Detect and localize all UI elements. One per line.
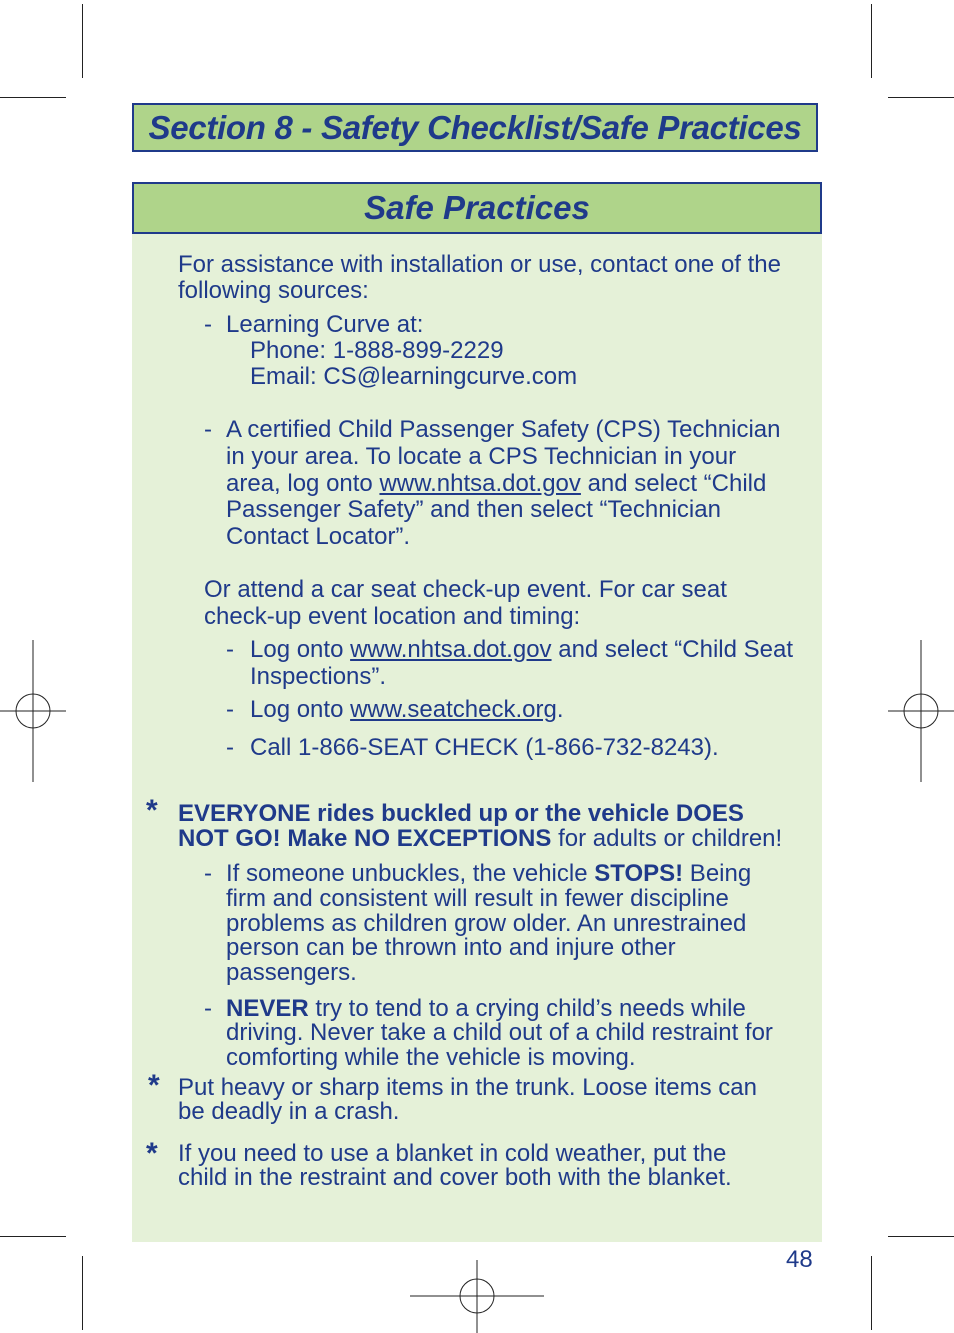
subsection-title-box: [132, 182, 822, 234]
bullet-star: *: [148, 1069, 160, 1102]
crop-mark: [871, 4, 872, 78]
buckle-bold: NEVER: [226, 995, 309, 1022]
checkup-item: [250, 697, 564, 724]
crop-mark: [871, 1256, 872, 1330]
list-dash: -: [204, 311, 212, 338]
buckle-sub-line: [226, 861, 751, 888]
trunk-line: Put heavy or sharp items in the trunk. Loose items can: [178, 1074, 757, 1101]
buckle-bold: STOPS!: [594, 860, 684, 887]
buckle-text: try to tend to a crying child’s needs while: [308, 995, 746, 1022]
list-dash: -: [204, 995, 212, 1022]
checkup-line: check-up event location and timing:: [204, 603, 581, 630]
checkup-item: Call 1-866-SEAT CHECK (1-866-732-8243).: [250, 734, 719, 761]
intro-line: For assistance with installation or use, contact one of the: [178, 251, 781, 278]
crop-mark: [82, 1256, 83, 1330]
blanket-line: If you need to use a blanket in cold weather, put the: [178, 1140, 727, 1167]
section-title: Section 8 - Safety Checklist/Safe Practices: [148, 108, 802, 146]
buckle-sub-line: firm and consistent will result in fewer discipline: [226, 885, 729, 912]
cps-text: area, log onto: [226, 470, 380, 497]
blanket-line: child in the restraint and cover both with the blanket.: [178, 1164, 732, 1191]
cps-line: in your area. To locate a CPS Technician in your: [226, 443, 737, 470]
buckle-sub-line: problems as children grow older. An unrestrained: [226, 910, 747, 937]
list-dash: -: [204, 860, 212, 887]
cps-line: A certified Child Passenger Safety (CPS) Technician: [226, 416, 781, 443]
crop-mark: [0, 1236, 66, 1237]
registration-mark-icon: [886, 640, 954, 782]
list-dash: -: [226, 636, 234, 663]
buckle-bold: NOT GO! Make NO EXCEPTIONS: [178, 825, 552, 852]
cps-line: Contact Locator”.: [226, 523, 411, 550]
trunk-line: be deadly in a crash.: [178, 1098, 400, 1125]
bullet-star: *: [146, 1137, 158, 1170]
buckle-text: for adults or children!: [551, 825, 783, 852]
buckle-text: If someone unbuckles, the vehicle: [226, 860, 595, 887]
list-dash: -: [226, 696, 234, 723]
nhtsa-link[interactable]: www.nhtsa.dot.gov: [379, 470, 581, 497]
checkup-item: [250, 637, 793, 664]
buckle-text: Being: [683, 860, 752, 887]
section-title-box: [132, 103, 818, 152]
registration-mark-icon: [0, 640, 70, 782]
checkup-text: and select “Child Seat: [551, 636, 794, 663]
bullet-star: *: [146, 794, 158, 827]
buckle-line: [178, 826, 782, 853]
list-dash: -: [226, 734, 234, 761]
buckle-sub-line: driving. Never take a child out of a child restraint for: [226, 1019, 773, 1046]
checkup-item: Inspections”.: [250, 663, 387, 690]
buckle-line: [178, 801, 744, 828]
registration-mark-icon: [410, 1260, 544, 1333]
checkup-text: Log onto: [250, 636, 351, 663]
crop-mark: [0, 97, 66, 98]
buckle-bold: EVERYONE rides buckled up or the vehicle DOES: [178, 800, 744, 827]
buckle-sub-line: comforting while the vehicle is moving.: [226, 1044, 636, 1071]
learning-curve-phone: Phone: 1-888-899-2229: [250, 337, 504, 364]
buckle-sub-line: passengers.: [226, 959, 357, 986]
crop-mark: [82, 4, 83, 78]
list-dash: -: [204, 416, 212, 443]
buckle-sub-line: person can be thrown into and injure other: [226, 934, 676, 961]
learning-curve-email: Email: CS@learningcurve.com: [250, 363, 578, 390]
learning-curve-label: Learning Curve at:: [226, 311, 424, 338]
seatcheck-link[interactable]: www.seatcheck.org: [350, 696, 557, 723]
intro-line: following sources:: [178, 277, 369, 304]
checkup-text: .: [556, 696, 564, 723]
page-number: 48: [786, 1246, 813, 1273]
checkup-line: Or attend a car seat check-up event. For car seat: [204, 576, 727, 603]
checkup-text: Log onto: [250, 696, 351, 723]
crop-mark: [888, 1236, 954, 1237]
nhtsa-link[interactable]: www.nhtsa.dot.gov: [350, 636, 552, 663]
cps-line: [226, 471, 766, 498]
cps-line: Passenger Safety” and then select “Technician: [226, 496, 721, 523]
cps-text: and select “Child: [580, 470, 767, 497]
crop-mark: [888, 97, 954, 98]
subsection-title: Safe Practices: [364, 189, 590, 226]
